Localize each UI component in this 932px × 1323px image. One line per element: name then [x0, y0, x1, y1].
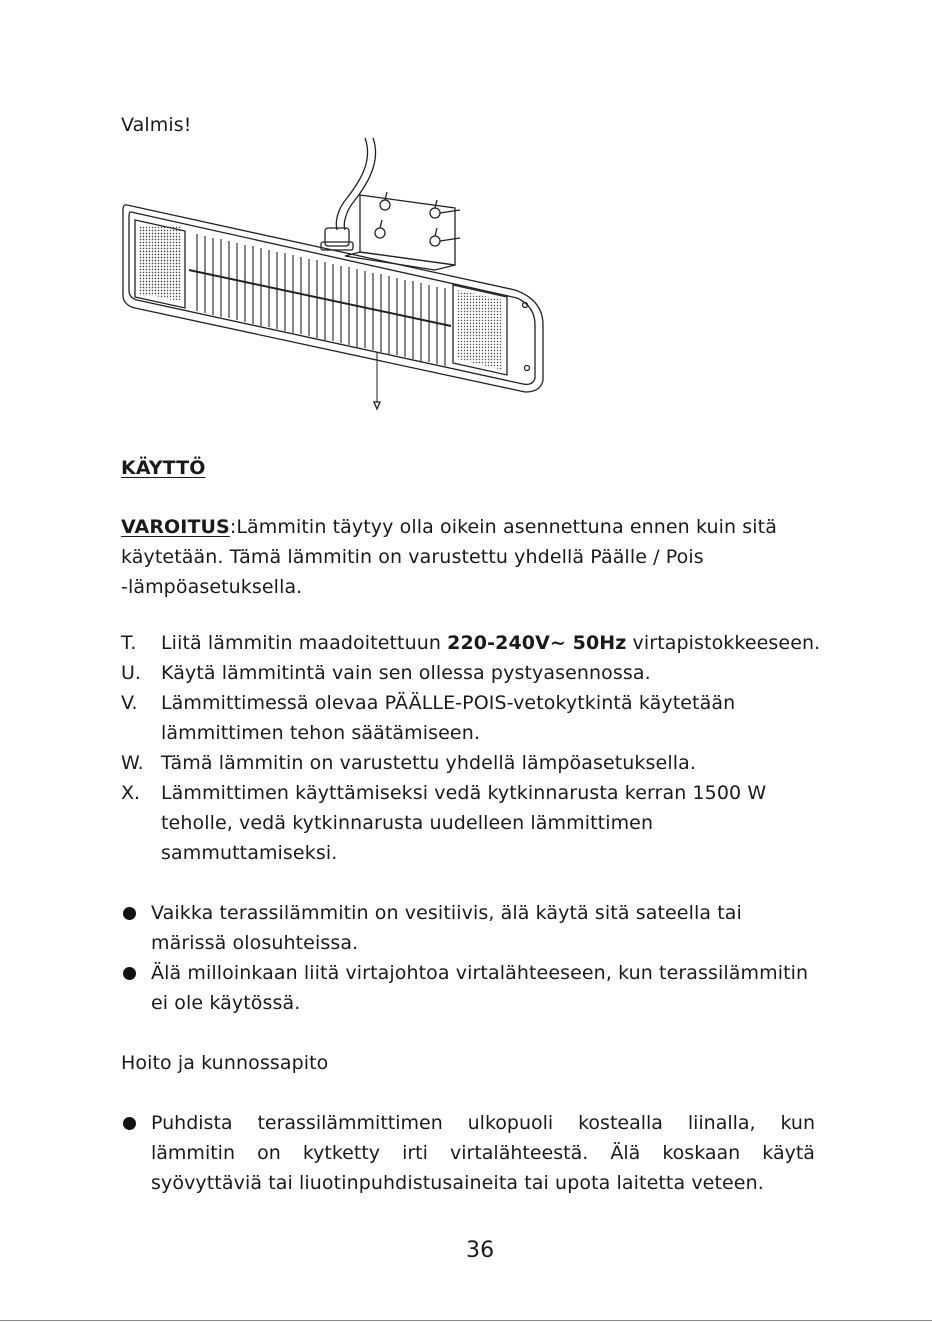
- step-text: Lämmittimessä olevaa PÄÄLLE-POIS-vetokytkintä käytetään: [161, 692, 736, 714]
- bullet-text: Älä milloinkaan liitä virtajohtoa virtalähteeseen, kun terassilämmitin: [151, 962, 809, 984]
- word: Älä: [610, 1142, 641, 1164]
- word: kytketty: [302, 1142, 381, 1164]
- step-text: Lämmittimen käyttämiseksi vedä kytkinnarusta kerran 1500 W: [161, 782, 767, 804]
- word: käytä: [762, 1142, 815, 1164]
- step-text-pre: Liitä lämmitin maadoitettuun: [161, 632, 448, 654]
- word: ulkopuoli: [467, 1112, 554, 1134]
- step-letter: W.: [121, 752, 144, 774]
- section-title: KÄYTTÖ: [121, 457, 206, 479]
- bullet-text: ei ole käytössä.: [151, 992, 301, 1014]
- maintenance-title: Hoito ja kunnossapito: [121, 1052, 329, 1074]
- word: virtalähteestä.: [450, 1142, 589, 1164]
- step-letter: T.: [121, 632, 137, 654]
- word: Puhdista: [151, 1112, 233, 1134]
- word: terassilämmittimen: [257, 1112, 443, 1134]
- warning-line-1: [121, 512, 777, 542]
- bullet-icon: [123, 1117, 136, 1130]
- step-text-post: virtapistokkeeseen.: [626, 632, 821, 654]
- maintenance-line-3: syövyttäviä tai liuotinpuhdistusaineita tai upota laitetta veteen.: [151, 1172, 764, 1194]
- word: kun: [780, 1112, 815, 1134]
- warning-line-2: käytetään. Tämä lämmitin on varustettu yhdellä Päälle / Pois: [121, 546, 704, 568]
- step-letter: V.: [121, 692, 138, 714]
- warning-label: VAROITUS: [121, 516, 230, 538]
- word: on: [257, 1142, 281, 1164]
- bullet-text: Vaikka terassilämmitin on vesitiivis, älä käytä sitä sateella tai: [151, 902, 742, 924]
- word: kostealla: [578, 1112, 663, 1134]
- heater-illustration: [115, 130, 555, 415]
- bullet-text: märissä olosuhteissa.: [151, 932, 359, 954]
- word: lämmitin: [151, 1142, 235, 1164]
- warning-line-3: -lämpöasetuksella.: [121, 576, 303, 598]
- page-bottom-rule: [0, 1320, 932, 1321]
- voltage-spec: 220-240V~ 50Hz: [447, 632, 627, 654]
- word: koskaan: [662, 1142, 741, 1164]
- step-text: teholle, vedä kytkinnarusta uudelleen lämmittimen: [161, 812, 654, 834]
- word: liinalla,: [687, 1112, 756, 1134]
- maintenance-line-2: [151, 1138, 815, 1168]
- word: irti: [402, 1142, 428, 1164]
- bullet-icon: [123, 967, 136, 980]
- step-text: [161, 628, 820, 658]
- maintenance-line-1: [151, 1108, 815, 1138]
- step-text: lämmittimen tehon säätämiseen.: [161, 722, 480, 744]
- step-text: Tämä lämmitin on varustettu yhdellä lämpöasetuksella.: [161, 752, 696, 774]
- warning-text-1: :Lämmitin täytyy olla oikein asennettuna ennen kuin sitä: [229, 516, 777, 538]
- step-text: Käytä lämmitintä vain sen ollessa pystyasennossa.: [161, 662, 651, 684]
- step-letter: U.: [121, 662, 141, 684]
- bullet-icon: [123, 907, 136, 920]
- step-text: sammuttamiseksi.: [161, 842, 338, 864]
- page-number: 36: [466, 1238, 495, 1263]
- done-heading: Valmis!: [121, 114, 192, 136]
- step-letter: X.: [121, 782, 141, 804]
